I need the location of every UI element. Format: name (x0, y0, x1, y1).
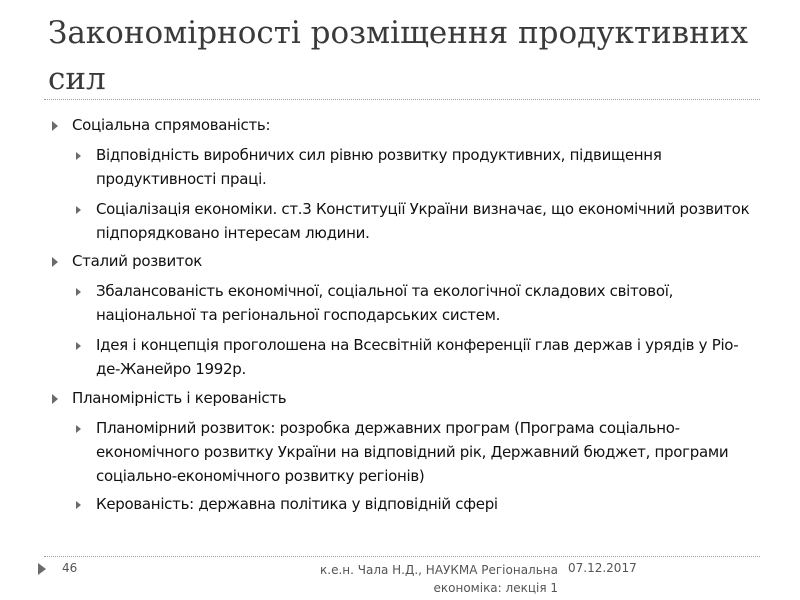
sub-bullet-text: Соціалізація економіки. ст.3 Конституції України визначає, що економічний розвиток підпорядковано інтересам людини. (96, 200, 750, 242)
sub-bullet-arrow-icon (76, 501, 81, 509)
sub-bullet-text: Керованість: державна політика у відповідній сфері (96, 495, 498, 513)
sub-bullet-arrow-icon (76, 425, 81, 433)
sub-bullet-arrow-icon (76, 152, 81, 160)
bullet-item-label: Сталий розвиток (72, 252, 202, 270)
sub-bullet-arrow-icon (76, 342, 81, 350)
bullet-item-label: Планомірність і керованість (72, 389, 287, 407)
sub-bullet-text: Планомірний розвиток: розробка державних програм (Програма соціально-економічного розвитку України на відповідний рік, Державний бюджет, програми соціально-економічного розвитку регіонів) (96, 419, 729, 485)
bullet-arrow-icon (52, 121, 58, 131)
slide-title: Закономірності розміщення продуктивних сил (48, 15, 748, 97)
sub-bullet-text: Збалансованість економічної, соціальної та екологічної складових світової, національної та регіональної господарських систем. (96, 282, 674, 324)
bullet-item-label: Соціальна спрямованість: (72, 116, 271, 134)
sub-bullet-text: Ідея і концепція проголошена на Всесвітній конференції глав держав і урядів у Ріо-де-Жанейро 1992р. (96, 336, 739, 378)
sub-bullet-text: Відповідність виробничих сил рівню розвитку продуктивних, підвищення продуктивності праці. (96, 146, 662, 188)
sub-bullet-arrow-icon (76, 206, 81, 214)
footer-arrow-icon (38, 563, 46, 575)
bullet-arrow-icon (52, 394, 58, 404)
footer-date: 07.12.2017 (568, 561, 637, 575)
sub-bullet-arrow-icon (76, 288, 81, 296)
bullet-arrow-icon (52, 257, 58, 267)
footer-divider (44, 556, 760, 557)
page-number: 46 (62, 561, 78, 575)
footer-author-course: к.е.н. Чала Н.Д., НАУКМА Регіональна економіка: лекція 1 (320, 563, 558, 595)
